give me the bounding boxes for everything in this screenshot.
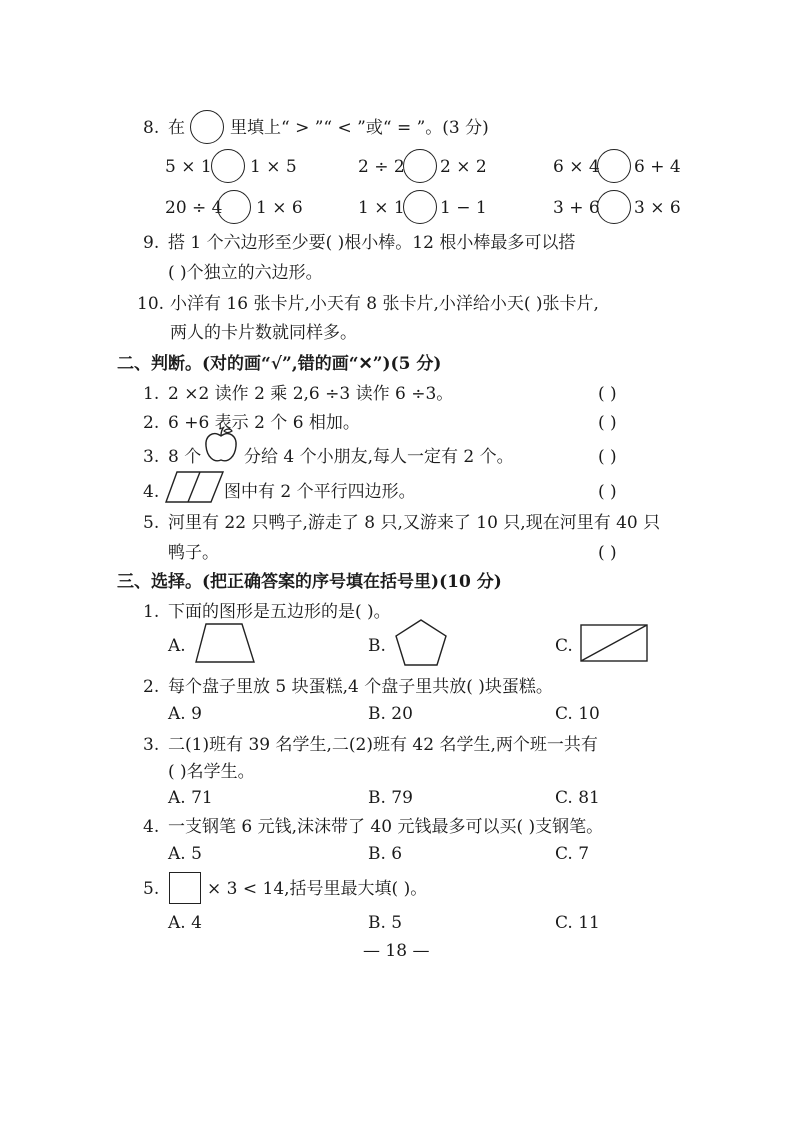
q9-line2: ( )个独立的六边形。 <box>168 263 323 283</box>
judge-text: 河里有 22 只鸭子,游走了 8 只,又游来了 10 只,现在河里有 40 只 <box>168 513 661 533</box>
judge-text-pre: 8 个 <box>168 447 202 467</box>
section-2-title: 二、判断。(对的画“√”,错的画“✕”)(5 分) <box>117 354 442 374</box>
option-c[interactable]: C. 11 <box>555 913 600 933</box>
compare-circle[interactable] <box>597 149 631 183</box>
compare-circle-example <box>190 110 224 144</box>
page-number: — 18 — <box>363 941 430 961</box>
choice-text: 二(1)班有 39 名学生,二(2)班有 42 名学生,两个班一共有 <box>168 735 598 755</box>
q8-number: 8. <box>143 118 160 138</box>
choice-text: × 3 < 14,括号里最大填( )。 <box>207 879 428 899</box>
blank-box[interactable] <box>169 872 201 904</box>
choice-text: 下面的图形是五边形的是( )。 <box>168 602 391 622</box>
q10-number: 10. <box>137 294 165 314</box>
pentagon-figure <box>393 618 449 668</box>
q8-expr: 3 × 6 <box>634 198 681 218</box>
answer-paren[interactable]: ( ) <box>598 543 617 563</box>
choice-number: 4. <box>143 817 160 837</box>
judge-number: 2. <box>143 413 160 433</box>
choice-text-cont: ( )名学生。 <box>168 762 255 782</box>
option-a[interactable]: A. 5 <box>168 844 202 864</box>
compare-circle[interactable] <box>597 190 631 224</box>
q8-expr: 5 × 1 <box>165 157 212 177</box>
option-c[interactable]: C. <box>555 636 573 656</box>
q8-expr: 1 × 6 <box>256 198 303 218</box>
answer-paren[interactable]: ( ) <box>598 413 617 433</box>
q9-line1: 搭 1 个六边形至少要( )根小棒。12 根小棒最多可以搭 <box>168 233 576 253</box>
judge-text: 图中有 2 个平行四边形。 <box>224 482 416 502</box>
q8-expr: 6 × 4 <box>553 157 600 177</box>
judge-number: 3. <box>143 447 160 467</box>
option-a[interactable]: A. 71 <box>168 788 213 808</box>
judge-text: 2 ×2 读作 2 乘 2,6 ÷3 读作 6 ÷3。 <box>168 384 454 404</box>
q8-expr: 20 ÷ 4 <box>165 198 223 218</box>
q10-line2: 两人的卡片数就同样多。 <box>170 323 357 343</box>
choice-text: 每个盘子里放 5 块蛋糕,4 个盘子里共放( )块蛋糕。 <box>168 677 553 697</box>
answer-paren[interactable]: ( ) <box>598 447 617 467</box>
option-a[interactable]: A. 4 <box>168 913 202 933</box>
option-c[interactable]: C. 10 <box>555 704 600 724</box>
q8-expr: 1 × 1 <box>358 198 405 218</box>
judge-number: 4. <box>143 482 160 502</box>
option-b[interactable]: B. 5 <box>368 913 403 933</box>
choice-number: 2. <box>143 677 160 697</box>
q10-line1: 小洋有 16 张卡片,小天有 8 张卡片,小洋给小天( )张卡片, <box>170 294 599 314</box>
option-c[interactable]: C. 81 <box>555 788 600 808</box>
answer-paren[interactable]: ( ) <box>598 384 617 404</box>
q8-expr: 2 ÷ 2 <box>358 157 405 177</box>
q8-expr: 3 + 6 <box>553 198 600 218</box>
compare-circle[interactable] <box>403 149 437 183</box>
judge-number: 1. <box>143 384 160 404</box>
judge-text: 分给 4 个小朋友,每人一定有 2 个。 <box>244 447 514 467</box>
option-b[interactable]: B. 20 <box>368 704 413 724</box>
compare-circle[interactable] <box>217 190 251 224</box>
option-b[interactable]: B. 79 <box>368 788 413 808</box>
trapezoid-figure <box>194 622 256 664</box>
compare-circle[interactable] <box>403 190 437 224</box>
q8-instruction: 里填上“ > ”“ < ”或“ = ”。(3 分) <box>230 118 489 138</box>
option-b[interactable]: B. 6 <box>368 844 403 864</box>
judge-number: 5. <box>143 513 160 533</box>
q8-expr: 1 − 1 <box>440 198 487 218</box>
judge-text: 6 +6 表示 2 个 6 相加。 <box>168 413 360 433</box>
apple-icon <box>203 426 239 466</box>
option-c[interactable]: C. 7 <box>555 844 590 864</box>
choice-number: 1. <box>143 602 160 622</box>
choice-number: 3. <box>143 735 160 755</box>
q8-expr: 1 × 5 <box>250 157 297 177</box>
q9-number: 9. <box>143 233 160 253</box>
judge-text-cont: 鸭子。 <box>168 543 219 563</box>
option-b[interactable]: B. <box>368 636 386 656</box>
q8-prefix: 在 <box>168 118 185 138</box>
answer-paren[interactable]: ( ) <box>598 482 617 502</box>
choice-text: 一支钢笔 6 元钱,沫沫带了 40 元钱最多可以买( )支钢笔。 <box>168 817 604 837</box>
q8-expr: 2 × 2 <box>440 157 487 177</box>
q8-expr: 6 + 4 <box>634 157 681 177</box>
option-a[interactable]: A. <box>168 636 186 656</box>
option-a[interactable]: A. 9 <box>168 704 202 724</box>
compare-circle[interactable] <box>211 149 245 183</box>
choice-number: 5. <box>143 879 160 899</box>
section-3-title: 三、选择。(把正确答案的序号填在括号里)(10 分) <box>117 572 502 592</box>
rectangle-diagonal-figure <box>579 623 649 663</box>
parallelograms-figure <box>165 470 225 504</box>
